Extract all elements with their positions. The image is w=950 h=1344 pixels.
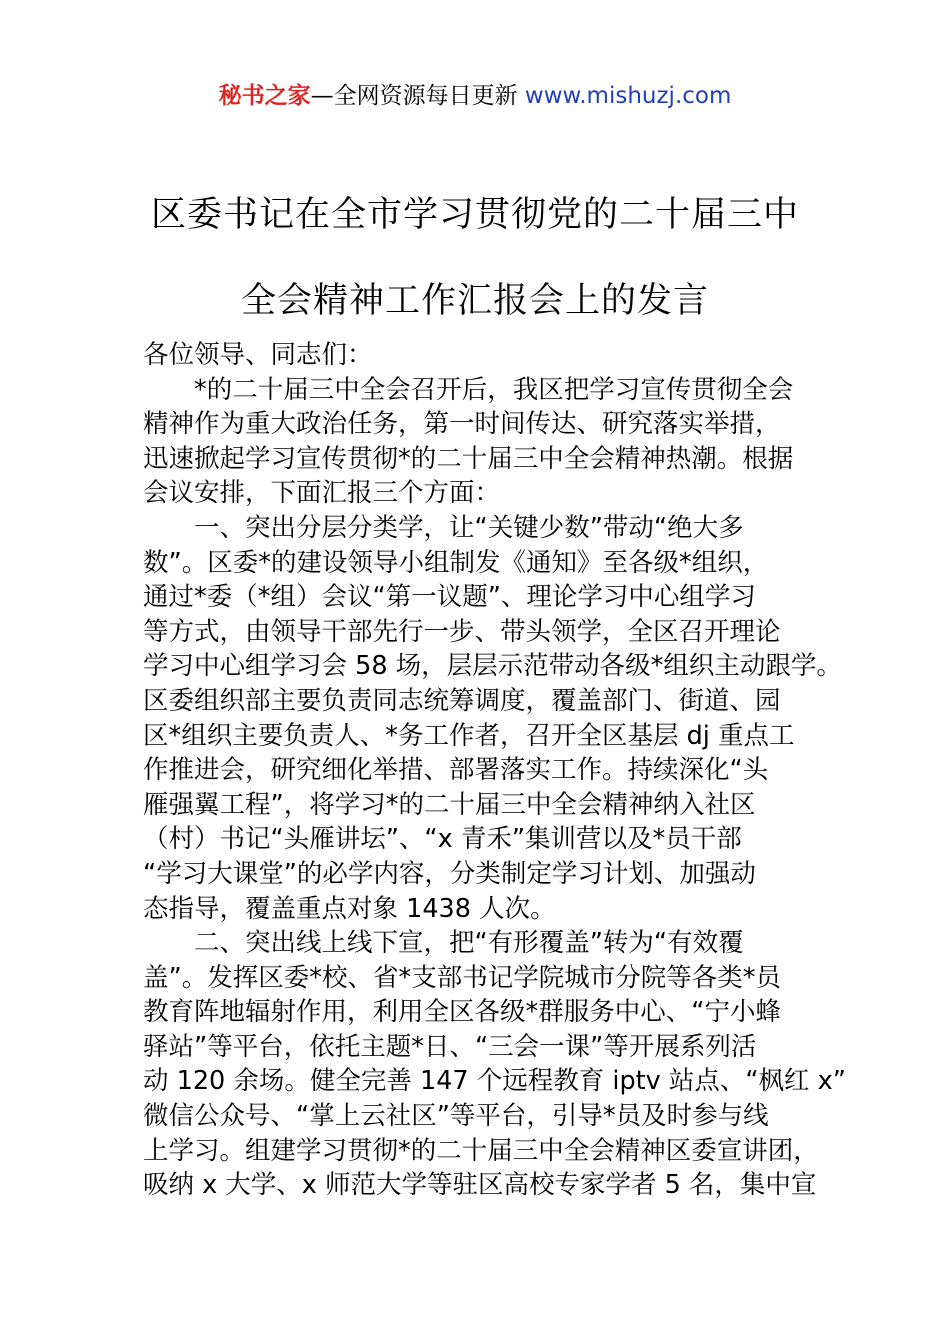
body-line: 动 120 余场。健全完善 147 个远程教育 iptv 站点、“枫红 x” <box>143 1066 846 1097</box>
body-line: 迅速掀起学习宣传贯彻*的二十届三中全会精神热潮。根据 <box>143 443 794 474</box>
body-line: 精神作为重大政治任务，第一时间传达、研究落实举措， <box>143 409 781 440</box>
body-line: 作推进会，研究细化举措、部署落实工作。持续深化“头 <box>143 755 769 786</box>
body-line: 区*组织主要负责人、*务工作者，召开全区基层 dj 重点工 <box>143 720 795 751</box>
section-heading-1: 一、突出分层分类学，让“关键少数”带动“绝大多 <box>194 512 744 543</box>
body-line: 吸纳 x 大学、x 师范大学等驻区高校专家学者 5 名，集中宣 <box>143 1170 817 1201</box>
salutation: 各位领导、同志们： <box>143 340 373 370</box>
body-line: 盖”。发挥区委*校、省*支部书记学院城市分院等各类*员 <box>143 962 781 993</box>
body-line: 学习中心组学习会 58 场，层层示范带动各级*组织主动跟学。 <box>143 651 842 682</box>
body-line: 会议安排，下面汇报三个方面： <box>143 478 501 509</box>
document-title <box>60 172 890 344</box>
body-line: 等方式，由领导干部先行一步、带头领学，全区召开理论 <box>143 616 781 647</box>
body-line: （村）书记“头雁讲坛”、“x 青禾”集训营以及*员干部 <box>143 824 742 855</box>
body-line: 数”。区委*的建设领导小组制发《通知》至各级*组织， <box>143 547 769 578</box>
site-tagline: —全网资源每日更新 <box>310 83 525 109</box>
body-line: 驿站”等平台，依托主题*日、“三会一课”等开展系列活 <box>143 1031 757 1062</box>
body-line: *的二十届三中全会召开后，我区把学习宣传贯彻全会 <box>194 374 794 405</box>
body-line: 态指导，覆盖重点对象 1438 人次。 <box>143 893 556 924</box>
title-line-2: 全会精神工作汇报会上的发言 <box>240 281 709 321</box>
section-heading-2: 二、突出线上线下宣，把“有形覆盖”转为“有效覆 <box>194 928 744 959</box>
site-url-link[interactable]: www.mishuzj.com <box>524 83 732 109</box>
site-name: 秘书之家 <box>218 83 311 109</box>
body-line: “学习大课堂”的必学内容，分类制定学习计划、加强动 <box>143 858 756 889</box>
body-line: 通过*委（*组）会议“第一议题”、理论学习中心组学习 <box>143 582 756 613</box>
body-line: 上学习。组建学习贯彻*的二十届三中全会精神区委宣讲团， <box>143 1135 819 1166</box>
body-line: 教育阵地辐射作用，利用全区各级*群服务中心、“宁小蜂 <box>143 997 781 1028</box>
title-line-1: 区委书记在全市学习贯彻党的二十届三中 <box>150 195 799 235</box>
body-line: 微信公众号、“掌上云社区”等平台，引导*员及时参与线 <box>143 1101 769 1132</box>
body-line: 雁强翼工程”，将学习*的二十届三中全会精神纳入社区 <box>143 789 756 820</box>
body-line: 区委组织部主要负责同志统筹调度，覆盖部门、街道、园 <box>143 685 781 716</box>
document-body <box>143 338 846 1203</box>
site-header <box>0 78 950 114</box>
